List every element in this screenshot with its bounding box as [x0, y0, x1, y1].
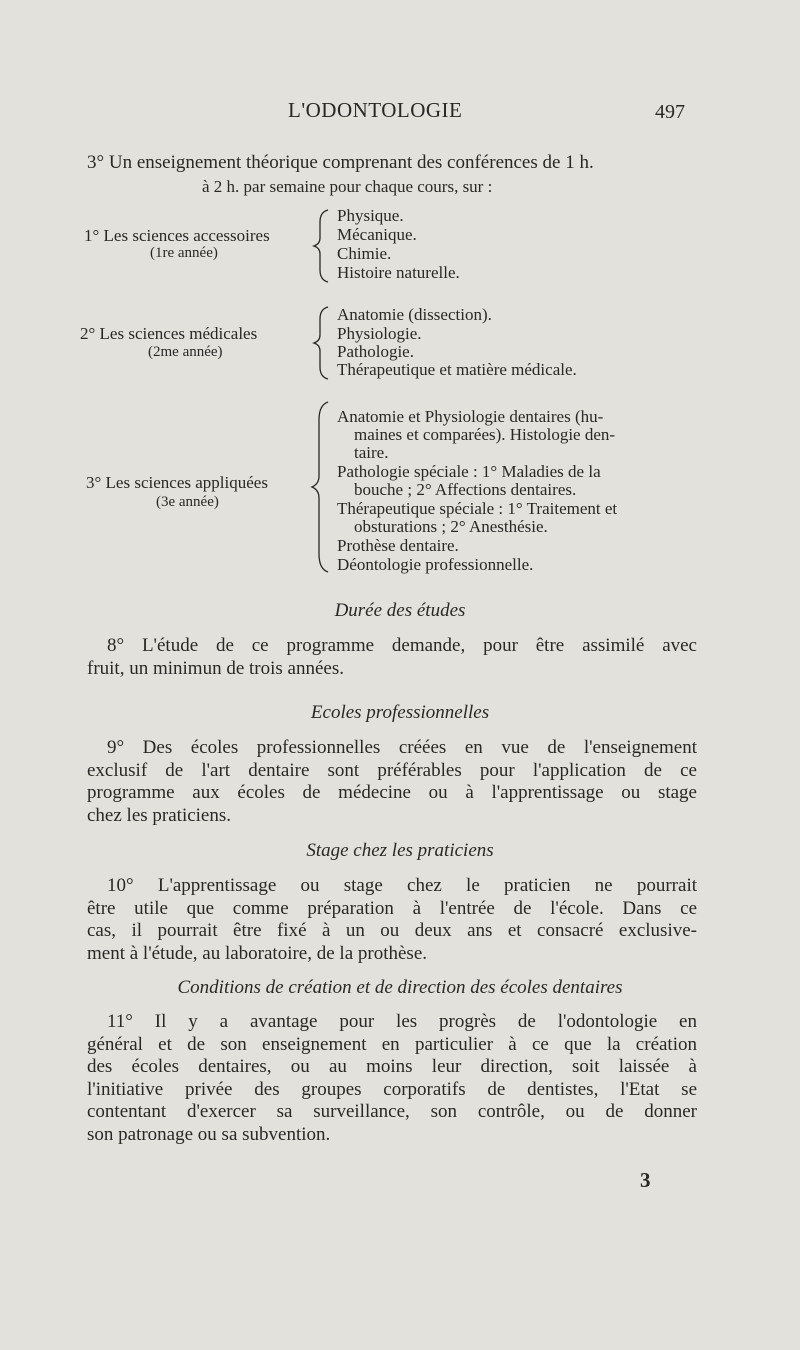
group-3-title: 3° Les sciences appliquées	[86, 473, 268, 492]
group-1-subject: Mécanique.	[337, 225, 417, 244]
subject-line: bouche ; 2° Affections dentaires.	[354, 480, 577, 499]
paragraph-line: 11° Il y a avantage pour les progrès de l'odontologie en	[107, 1011, 697, 1032]
group-3-subject	[337, 463, 692, 499]
section-paragraph	[87, 1011, 697, 1146]
paragraph-line: cas, il pourrait être fixé à un ou deux ans et consacré exclusive-	[87, 920, 697, 941]
paragraph-line: être utile que comme préparation à l'entrée de l'école. Dans ce	[87, 897, 697, 919]
paragraph-line: l'initiative privée des groupes corporatifs de dentistes, l'Etat se	[87, 1078, 697, 1100]
paragraph-line: 10° L'apprentissage ou stage chez le praticien ne pourrait	[107, 875, 697, 896]
group-2-title: 2° Les sciences médicales	[80, 324, 258, 343]
paragraph-line: général et de son enseignement en particulier à ce que la création	[87, 1033, 697, 1055]
paragraph-line: chez les praticiens.	[87, 804, 232, 826]
group-3-subject	[337, 500, 692, 536]
running-header: L'ODONTOLOGIE	[288, 98, 463, 122]
subject-line: Pathologie spéciale : 1° Maladies de la	[337, 462, 601, 481]
paragraph-line: contentant d'exercer sa surveillance, son contrôle, ou de donner	[87, 1101, 697, 1122]
group-1-subject: Chimie.	[337, 244, 392, 263]
paragraph-line: programme aux écoles de médecine ou à l'apprentissage ou stage	[87, 782, 697, 803]
section-paragraph	[87, 635, 697, 680]
group-1-title: 1° Les sciences accessoires	[84, 226, 270, 245]
group-2-subject: Anatomie (dissection).	[337, 305, 492, 324]
section-paragraph	[87, 875, 697, 965]
group-2-subject: Thérapeutique et matière médicale.	[337, 360, 577, 379]
group-1-brace	[310, 208, 334, 284]
section-heading: Ecoles professionnelles	[310, 702, 490, 723]
paragraph-line: son patronage ou sa subvention.	[87, 1123, 331, 1145]
intro-line-2: à 2 h. par semaine pour chaque cours, sur :	[202, 177, 493, 196]
paragraph-line: 9° Des écoles professionnelles créées en vue de l'enseignement	[107, 737, 697, 758]
signature-mark: 3	[640, 1168, 651, 1192]
group-2-year: (2me année)	[148, 344, 223, 360]
paragraph-line: exclusif de l'art dentaire sont préférables pour l'application de ce	[87, 759, 697, 781]
group-3-subject: Prothèse dentaire.	[337, 536, 459, 555]
section-heading: Durée des études	[334, 600, 466, 621]
subject-line: taire.	[354, 443, 389, 462]
group-3-subject: Déontologie professionnelle.	[337, 555, 534, 574]
intro-line-1: 3° Un enseignement théorique comprenant des conférences de 1 h.	[87, 152, 594, 173]
section-heading: Stage chez les praticiens	[306, 840, 494, 861]
paragraph-line: 8° L'étude de ce programme demande, pour être assimilé avec	[107, 635, 697, 656]
group-2-subject: Physiologie.	[337, 324, 422, 343]
group-1-year: (1re année)	[150, 245, 218, 261]
group-2-brace	[310, 305, 334, 381]
group-1-subject: Histoire naturelle.	[337, 263, 460, 282]
group-3-brace	[308, 400, 334, 574]
subject-line: Anatomie et Physiologie dentaires (hu-	[337, 407, 604, 426]
paragraph-line: fruit, un minimun de trois années.	[87, 657, 344, 679]
subject-line: Thérapeutique spéciale : 1° Traitement et	[337, 499, 618, 518]
paragraph-line: ment à l'étude, au laboratoire, de la prothèse.	[87, 942, 428, 964]
page-number: 497	[655, 101, 685, 123]
subject-line: maines et comparées). Histologie den-	[354, 425, 616, 444]
paragraph-line: des écoles dentaires, ou au moins leur direction, soit laissée à	[87, 1056, 697, 1077]
section-heading: Conditions de création et de direction des écoles dentaires	[177, 977, 623, 998]
group-3-subject	[337, 408, 692, 462]
subject-line: obsturations ; 2° Anesthésie.	[354, 517, 548, 536]
group-2-subject: Pathologie.	[337, 342, 414, 361]
section-paragraph	[87, 737, 697, 827]
group-3-year: (3e année)	[156, 494, 219, 510]
group-1-subject: Physique.	[337, 206, 404, 225]
